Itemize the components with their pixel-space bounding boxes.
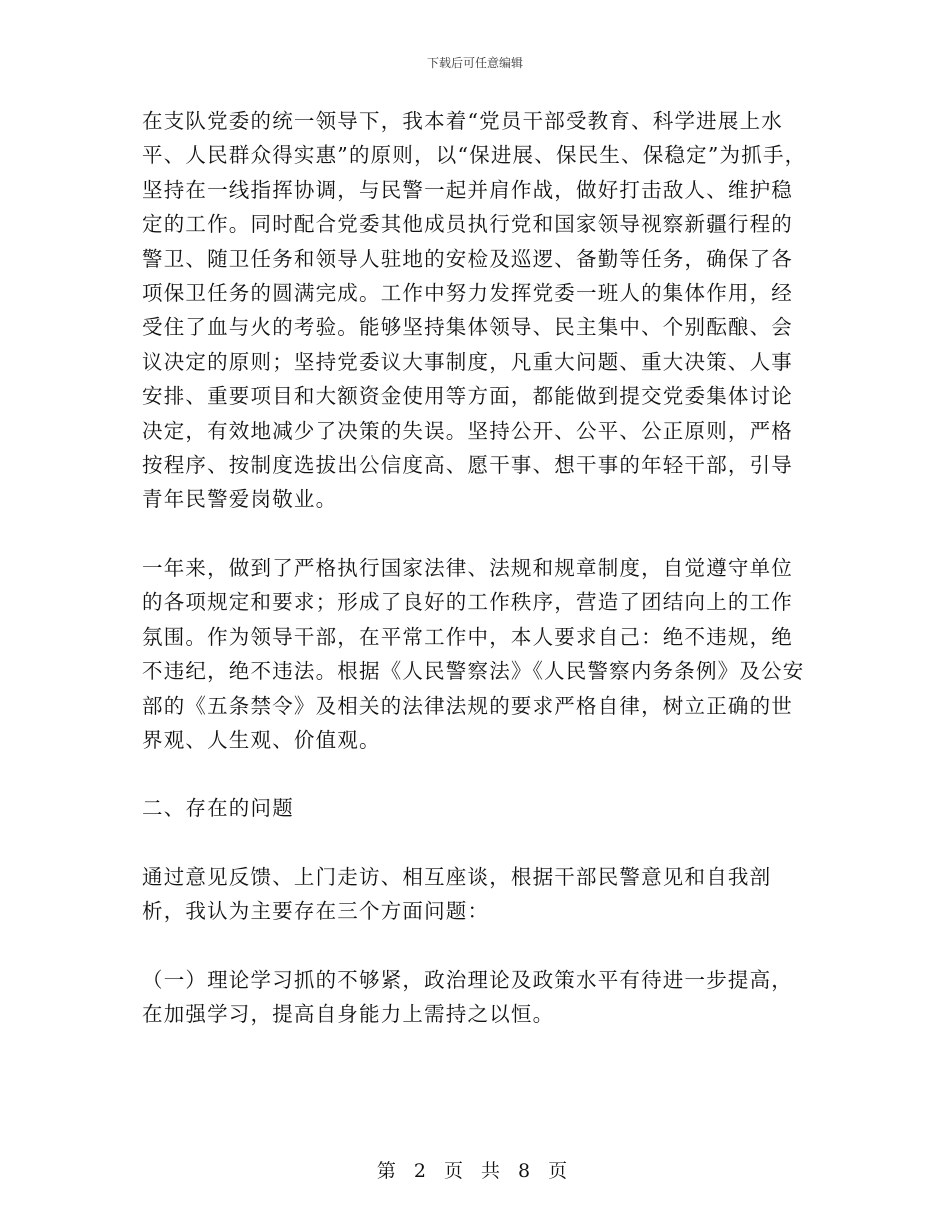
page-header: 下载后可任意编辑 [426, 56, 523, 70]
paragraph-party-leadership: 在支队党委的统一领导下，我本着“党员干部受教育、科学进展上水平、人民群众得实惠”的原则，以“保进展、保民生、保稳定”为抓手，坚持在一线指挥协调，与民警一起并肩作战，做好打击敌人、维护稳定的工作。同时配合党委其他成员执行党和国家领导视察新疆行程的警卫、随卫任务和领导人驻地的安检及巡逻、备勤等任务，确保了各项保卫任务的圆满完成。工作中努力发挥党委一班人的集体作用，经受住了血与火的考验。能够坚持集体领导、民主集中、个别酝酿、会议决定的原则；坚持党委议大事制度，凡重大问题、重大决策、人事安排、重要项目和大额资金使用等方面，都能做到提交党委集体讨论决定，有效地减少了决策的失误。坚持公开、公平、公正原则，严格按程序、按制度选拔出公信度高、愿干事、想干事的年轻干部，引导青年民警爱岗敬业。 [142, 109, 807, 512]
paragraph-discipline: 一年来，做到了严格执行国家法律、法规和规章制度，自觉遵守单位的各项规定和要求；形成了良好的工作秩序，营造了团结向上的工作氛围。作为领导干部，在平常工作中，本人要求自己：绝不违规，绝不违纪，绝不违法。根据《人民警察法》《人民警察内务条例》及公安部的《五条禁令》及相关的法律法规的要求严格自律，树立正确的世界观、人生观、价值观。 [142, 555, 805, 752]
page-number-footer: 第 2 页 共 8 页 [376, 1160, 574, 1182]
document-body [142, 104, 807, 1031]
paragraph-problems-intro: 通过意见反馈、上门走访、相互座谈，根据干部民警意见和自我剖析，我认为主要存在三个方面问题： [142, 864, 772, 924]
paragraph-problem-one: （一）理论学习抓的不够紧，政治理论及政策水平有待进一步提高，在加强学习，提高自身能力上需持之以恒。 [142, 967, 793, 1026]
section-heading-problems: 二、存在的问题 [142, 796, 294, 821]
